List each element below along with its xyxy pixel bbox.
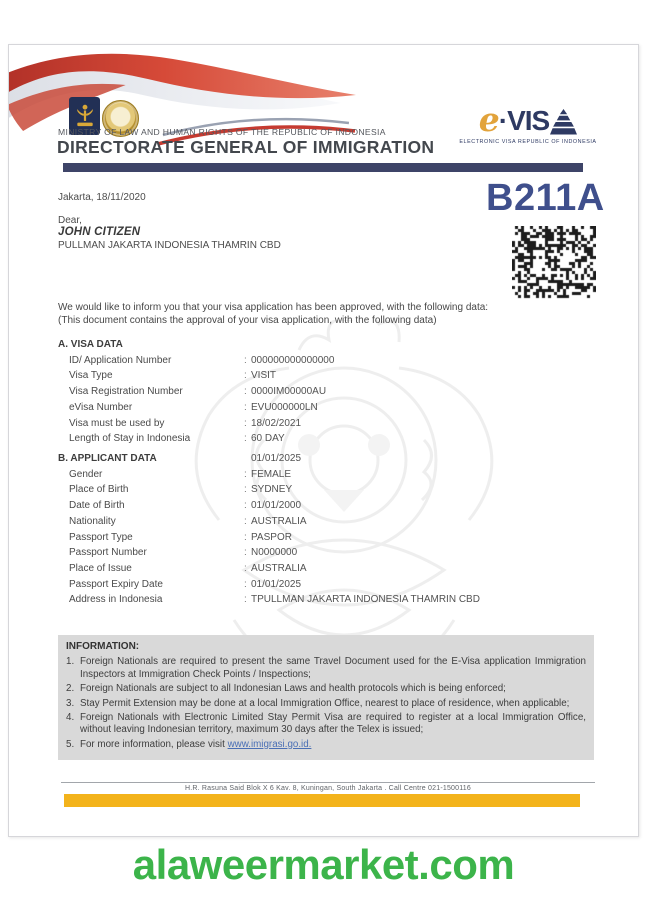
field-row: Nationality : AUSTRALIA [69, 515, 307, 527]
evisa-tagline: ELECTRONIC VISA REPUBLIC OF INDONESIA [459, 139, 597, 145]
footer-gold-bar [64, 794, 580, 807]
field-row: ID/ Application Number : 000000000000000 [69, 354, 335, 366]
information-item: 2. Foreign Nationals are subject to all Indonesian Laws and health protocols which is being enforced; [66, 683, 506, 695]
intro-paragraph [58, 301, 603, 327]
applicant-data-section [58, 451, 603, 608]
visa-type-code: B211A [486, 177, 605, 219]
imigrasi-website-link[interactable]: www.imigrasi.go.id. [227, 738, 312, 750]
salutation: Dear, [58, 215, 82, 226]
field-row: eVisa Number : EVU000000LN [69, 401, 318, 413]
field-row: Visa Type : VISIT [69, 370, 277, 382]
field-row: Passport Number : N0000000 [69, 547, 298, 559]
field-row: Visa must be used by : 18/02/2021 [69, 417, 302, 429]
field-row: Date of Birth : 01/01/2000 [69, 500, 302, 512]
city-date: Jakarta, 18/11/2020 [58, 192, 146, 203]
evisa-logo-e: e [478, 100, 500, 139]
information-item: 3. Stay Permit Extension may be done at a local Immigration Office, nearest to place of residence, when applicable; [66, 697, 570, 709]
intro-line-1: We would like to inform you that your visa application has been approved, with the following data: [58, 302, 489, 313]
information-item: 1. Foreign Nationals are required to present the same Travel Document used for the E-Visa application Immigration Inspectors at Immigration Check Points / Inspections; [66, 656, 586, 680]
field-row: Visa Registration Number : 0000IM00000AU [69, 386, 327, 398]
field-row: Place of Issue : AUSTRALIA [69, 562, 307, 574]
evisa-logo [456, 97, 600, 145]
header-divider-bar [63, 163, 583, 172]
field-row: Passport Type : PASPOR [69, 531, 292, 543]
intro-line-2: (This document contains the approval of your visa application, with the following data) [58, 315, 437, 326]
info-item-5-text: For more information, please visit [80, 738, 228, 750]
information-box [58, 635, 594, 760]
document-page [8, 44, 639, 837]
information-item: 5. For more information, please visit www.imigrasi.go.id. [66, 738, 312, 750]
qr-code [512, 226, 596, 300]
footer-divider [61, 782, 595, 783]
ministry-title: MINISTRY OF LAW AND HUMAN RIGHTS OF THE REPUBLIC OF INDONESIA [58, 127, 386, 137]
applicant-data-heading: B. APPLICANT DATA [58, 453, 157, 464]
field-row: Gender : FEMALE [69, 468, 292, 480]
visa-data-section [58, 337, 603, 447]
applicant-heading-value: 01/01/2025 [251, 453, 302, 464]
recipient-name: JOHN CITIZEN [58, 226, 141, 238]
recipient-address: PULLMAN JAKARTA INDONESIA THAMRIN CBD [58, 240, 281, 251]
footer-address: H.R. Rasuna Said Blok X 6 Kav. 8, Kuningan, South Jakarta . Call Centre 021-1500116 [184, 785, 471, 792]
site-watermark-text: alaweermarket.com [132, 841, 515, 888]
information-item: 4. Foreign Nationals with Electronic Limited Stay Permit Visa are required to register at a local Immigration Office, without leaving Indonesian territory, maximum 30 days after the Telex is issued; [66, 712, 586, 736]
field-row: Place of Birth : SYDNEY [69, 484, 293, 496]
field-row: Address in Indonesia : TPULLMAN JAKARTA INDONESIA THAMRIN CBD [69, 594, 480, 606]
field-row: Length of Stay in Indonesia : 60 DAY [69, 433, 285, 445]
evisa-logo-vis: ·VIS [498, 105, 550, 136]
information-heading: INFORMATION: [66, 641, 140, 652]
evisa-temple-icon [550, 109, 577, 136]
directorate-title: DIRECTORATE GENERAL OF IMMIGRATION [57, 137, 435, 157]
visa-data-heading: A. VISA DATA [58, 339, 123, 350]
field-row: Passport Expiry Date : 01/01/2025 [69, 578, 302, 590]
